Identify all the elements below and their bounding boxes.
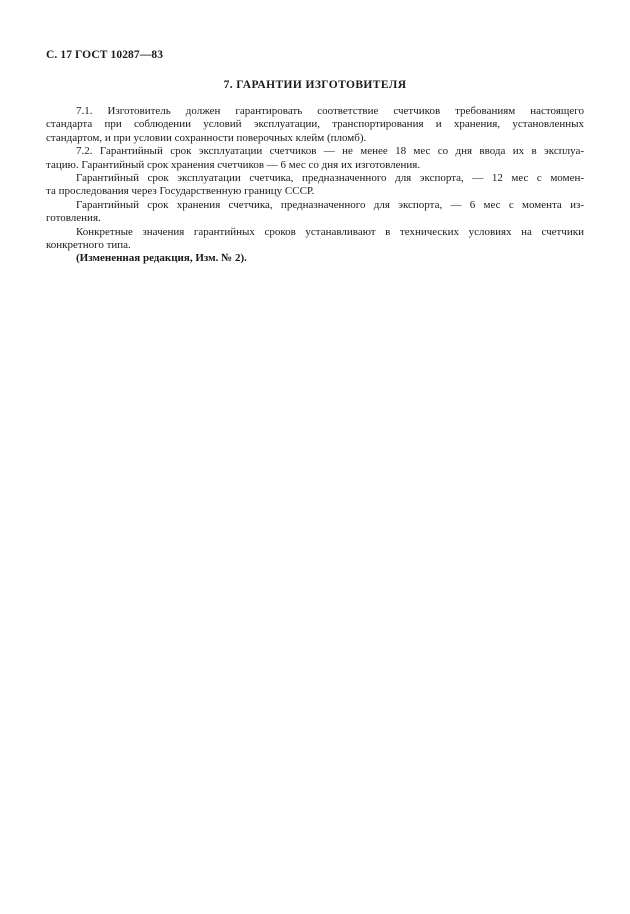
section-title: 7. ГАРАНТИИ ИЗГОТОВИТЕЛЯ: [223, 79, 407, 91]
paragraph-export-operation-line-2: та проследования через Государственную границу СССР.: [46, 185, 315, 198]
amendment-note: (Измененная редакция, Изм. № 2).: [76, 252, 247, 265]
paragraph-7-2-line-1: 7.2. Гарантийный срок эксплуатации счетчиков — не менее 18 мес со дня ввода их в эксплуа-: [76, 145, 584, 158]
paragraph-specific-values-line-2: конкретного типа.: [46, 238, 131, 251]
paragraph-export-storage-line-2: готовления.: [46, 212, 101, 225]
paragraph-7-1-line-3: стандартом, и при условии сохранности поверочных клейм (пломб).: [46, 131, 367, 144]
paragraph-7-1-line-1: 7.1. Изготовитель должен гарантировать соответствие счетчиков требованиям настоящего: [76, 105, 584, 117]
paragraph-export-storage-line-1: Гарантийный срок хранения счетчика, предназначенного для экспорта, — 6 мес с момента из-: [76, 198, 584, 211]
paragraph-7-1-line-2: стандарта при соблюдении условий эксплуатации, транспортирования и хранения, установленных: [46, 118, 584, 131]
section-body: [46, 105, 584, 266]
page-header: С. 17 ГОСТ 10287—83: [46, 49, 164, 61]
paragraph-specific-values-line-1: Конкретные значения гарантийных сроков устанавливают в технических условиях на счетчики: [76, 225, 584, 238]
paragraph-export-operation-line-1: Гарантийный срок эксплуатации счетчика, предназначенного для экспорта, — 12 мес с момен-: [76, 171, 584, 184]
paragraph-7-2-line-2: тацию. Гарантийный срок хранения счетчиков — 6 мес со дня их изготовления.: [46, 158, 421, 171]
